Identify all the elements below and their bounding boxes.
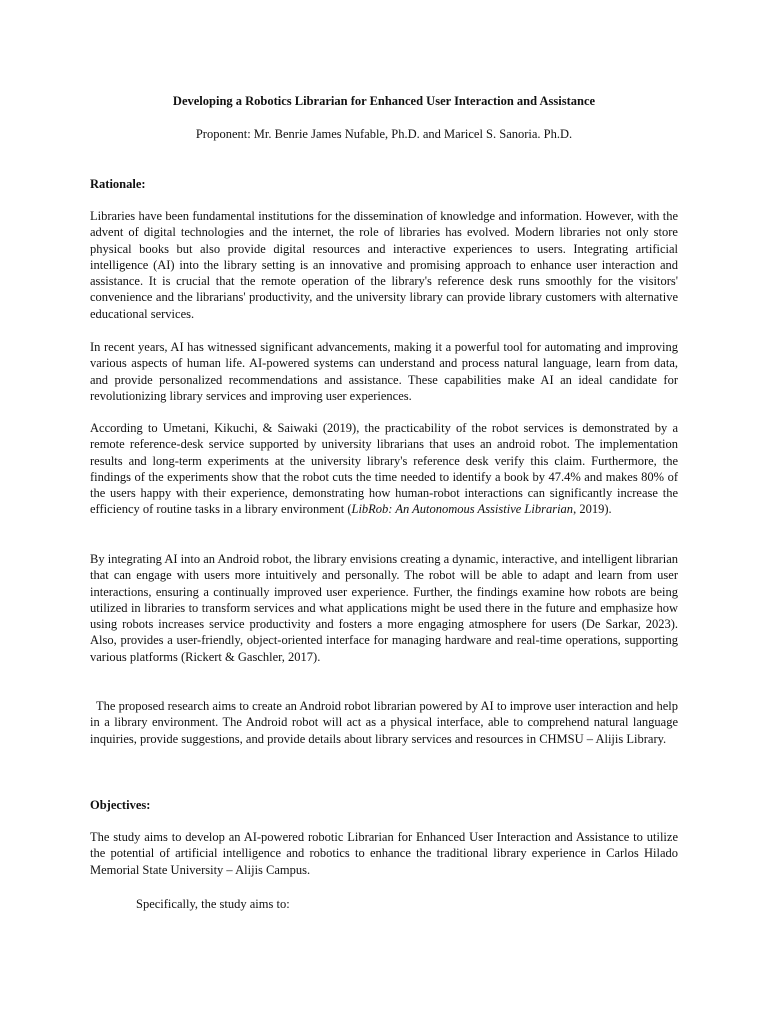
- objectives-specifically-line: Specifically, the study aims to:: [136, 897, 290, 911]
- objectives-heading: Objectives:: [90, 798, 151, 812]
- rationale-paragraph-3: [90, 420, 678, 518]
- rationale-paragraph-3-end: , 2019).: [573, 502, 612, 517]
- cited-work-title: LibRob: An Autonomous Assistive Librarian: [351, 502, 574, 517]
- objectives-paragraph-1: The study aims to develop an AI-powered robotic Librarian for Enhanced User Interaction and Assistance to utilize the potential of artificial intelligence and robotics to enhance the traditional library experience in Carlos Hilado Memorial State University – Alijis Campus.: [90, 830, 678, 877]
- rationale-paragraph-5: The proposed research aims to create an Android robot librarian powered by AI to improve user interaction and help in a library environment. The Android robot will act as a physical interface, able to comprehend natural language inquiries, provide suggestions, and provide details about library services and resources in CHMSU – Alijis Library.: [90, 699, 678, 746]
- rationale-paragraph-1: Libraries have been fundamental institutions for the dissemination of knowledge and information. However, with the advent of digital technologies and the internet, the role of libraries has evolved. Modern libraries not only store physical books but also provide digital resources and interactive experiences to users. Integrating artificial intelligence (AI) into the library setting is an innovative and promising approach to enhance user interaction and assistance. It is crucial that the remote operation of the library's reference desk runs smoothly for the visitors' convenience and the librarians' productivity, and the university library can provide library customers with alternative educational services.: [90, 209, 678, 321]
- document-title: Developing a Robotics Librarian for Enhanced User Interaction and Assistance: [172, 94, 596, 108]
- rationale-heading: Rationale:: [90, 177, 146, 191]
- rationale-paragraph-3-text: According to Umetani, Kikuchi, & Saiwaki (2019), the practicability of the robot services is demonstrated by a remote reference-desk service supported by university librarians that uses an android robot. The implementation results and long-term experiments at the university library's reference desk verify this claim. Furthermore, the findings of the experiments show that the robot cuts the time needed to identify a book by 47.4% and makes 80% of the users happy with their experience, demonstrating how human-robot interactions can significantly increase the efficiency of routine tasks in a library environment (: [90, 421, 678, 517]
- proponent-line: Proponent: Mr. Benrie James Nufable, Ph.D. and Maricel S. Sanoria. Ph.D.: [195, 127, 573, 141]
- rationale-paragraph-4: By integrating AI into an Android robot, the library envisions creating a dynamic, interactive, and intelligent librarian that can engage with users more intuitively and personally. The robot will be able to adapt and learn from user interactions, ensuring a continually improved user experience. Further, the findings examine how robots are being utilized in libraries to transform services and what applications might be used there in the future and emphasize how using robots increases service productivity and fosters a more engaging atmosphere for users (De Sarkar, 2023). Also, provides a user-friendly, object-oriented interface for managing hardware and real-time operations, supporting various platforms (Rickert & Gaschler, 2017).: [90, 552, 678, 664]
- rationale-paragraph-2: In recent years, AI has witnessed significant advancements, making it a powerful tool for automating and improving various aspects of human life. AI-powered systems can understand and process natural language, learn from data, and provide personalized recommendations and assistance. These capabilities make AI an ideal candidate for revolutionizing library services and improving user experiences.: [90, 340, 678, 403]
